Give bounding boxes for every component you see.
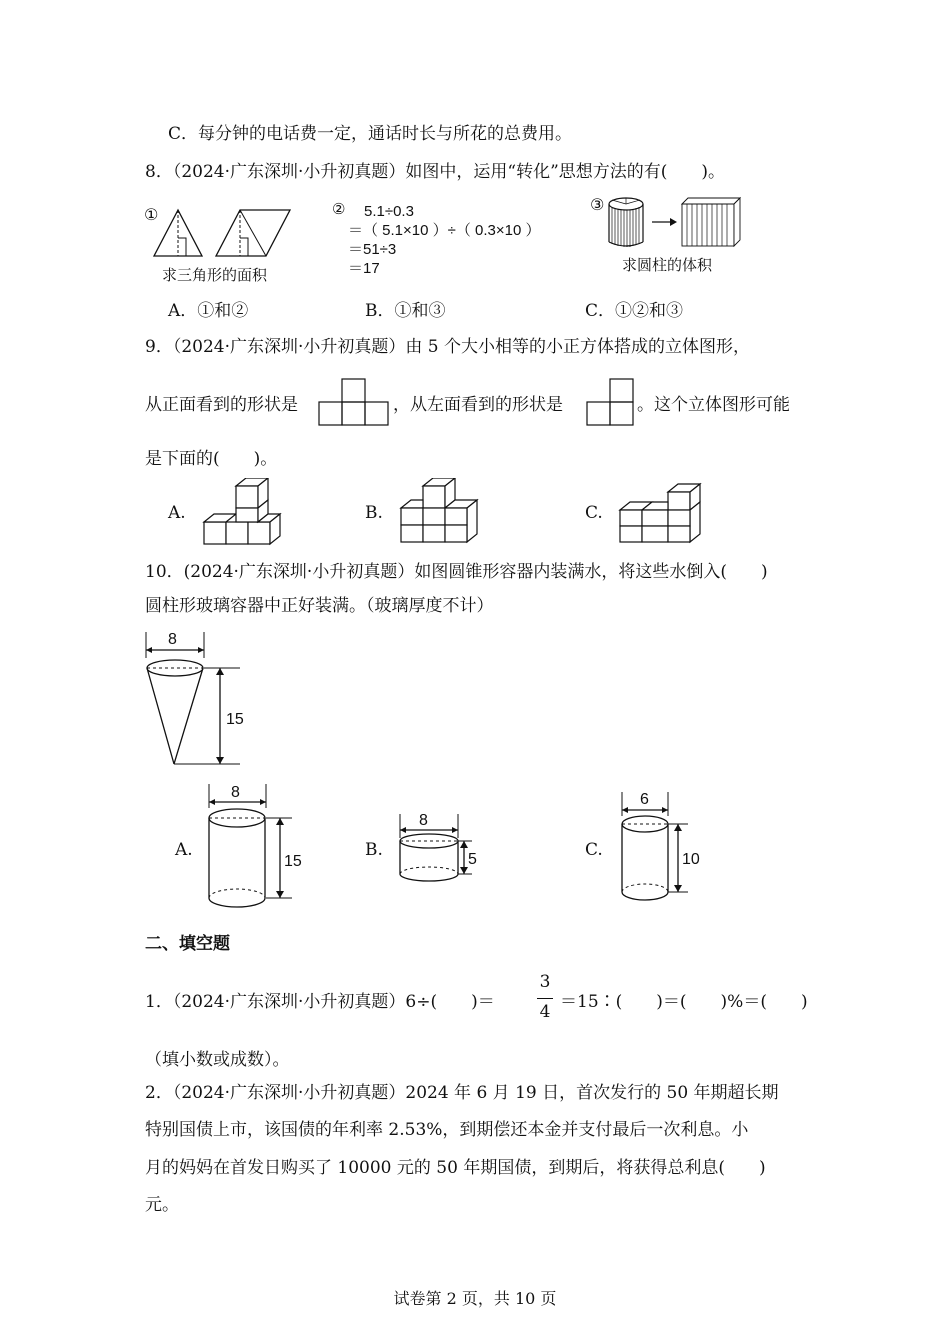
q9-stem-line-3: 是下面的( )。	[145, 449, 278, 469]
q8-fig2-line-3: ＝51÷3	[348, 241, 397, 258]
q8-stem: 8．（2024·广东深圳·小升初真题）如图中，运用“转化”思想方法的有( )。	[145, 162, 726, 182]
q8-figure-1	[140, 200, 300, 290]
fill2-line-4: 元。	[145, 1195, 179, 1215]
q8-option-c[interactable]: C．①②和③	[585, 301, 684, 321]
q10-stem-line-1: 10．(2024·广东深圳·小升初真题）如图圆锥形容器内装满水，将这些水倒入( )	[145, 562, 768, 582]
q8-fig2-line-4: ＝17	[348, 260, 380, 277]
fill1-numerator: 3	[539, 972, 551, 992]
q9-option-b-label[interactable]: B.	[365, 503, 383, 523]
fill1-suffix: ＝15∶( )＝( )%＝( )	[560, 992, 808, 1012]
q8-figure-3	[588, 192, 758, 282]
q8-fig3-num: ③	[590, 197, 605, 214]
q9-stem-front: 从正面看到的形状是	[145, 395, 298, 415]
q10-option-b-label[interactable]: B.	[365, 840, 383, 860]
q10-option-b-figure[interactable]	[392, 808, 492, 892]
fill2-line-2: 特别国债上市，该国债的年利率 2.53%，到期偿还本金并支付最后一次利息。小	[145, 1120, 749, 1140]
q10-option-a-height: 15	[284, 853, 302, 870]
q9-stem-tail: 。这个立体图形可能	[637, 395, 790, 415]
q10-option-a-figure[interactable]	[200, 778, 310, 916]
q10-stem-line-2: 圆柱形玻璃容器中正好装满。（玻璃厚度不计）	[145, 596, 494, 616]
q10-option-b-diameter: 8	[419, 812, 428, 829]
q9-option-c-label[interactable]: C.	[585, 503, 603, 523]
q10-option-c-diameter: 6	[640, 791, 649, 808]
fill1-note: （填小数或成数）。	[145, 1050, 290, 1070]
q8-fig2-num: ②	[332, 201, 346, 218]
section-title-fill-in: 二、填空题	[145, 934, 230, 954]
q9-option-a-figure[interactable]	[200, 478, 300, 546]
q8-fig1-num: ①	[144, 207, 159, 224]
q8-option-a[interactable]: A．①和②	[168, 301, 249, 321]
page-footer: 试卷第 2 页，共 10 页	[393, 1289, 557, 1308]
q9-option-c-figure[interactable]	[616, 480, 716, 546]
fill2-line-3: 月的妈妈在首发日购买了 10000 元的 50 年期国债，到期后，将获得总利息( )	[145, 1158, 766, 1178]
fill1-denominator: 4	[539, 1002, 551, 1022]
q10-option-a-diameter: 8	[231, 784, 240, 801]
q10-option-a-label[interactable]: A.	[175, 840, 193, 860]
fill2-line-1: 2．（2024·广东深圳·小升初真题）2024 年 6 月 19 日，首次发行的 50 年期超长期	[145, 1083, 779, 1103]
q10-cone-height: 15	[226, 711, 244, 728]
fill1-prefix: 1．（2024·广东深圳·小升初真题）6÷( )＝	[145, 992, 495, 1012]
q8-fig3-caption: 求圆柱的体积	[622, 257, 713, 274]
q8-fig1-caption: 求三角形的面积	[162, 267, 268, 284]
q9-stem-line-1: 9．（2024·广东深圳·小升初真题）由 5 个大小相等的小正方体搭成的立体图形，	[145, 337, 751, 357]
q10-cone-diameter: 8	[168, 631, 177, 648]
q9-stem-left: ，从左面看到的形状是	[393, 395, 563, 415]
q9-option-b-figure[interactable]	[395, 478, 495, 546]
q9-option-a-label[interactable]: A.	[168, 503, 186, 523]
q10-cone-figure	[140, 628, 260, 770]
q8-fig2-line-1: 5.1÷0.3	[364, 203, 414, 220]
q10-option-b-height: 5	[468, 851, 477, 868]
q9-left-view-figure	[585, 378, 637, 426]
q8-fig2-line-2: ＝（ 5.1×10 ）÷（ 0.3×10 ）	[348, 222, 541, 239]
fill1-fraction-bar	[537, 998, 553, 999]
q7-option-c: C．每分钟的电话费一定，通话时长与所花的总费用。	[168, 124, 573, 144]
q10-option-c-figure[interactable]	[612, 786, 712, 908]
q10-option-c-height: 10	[682, 851, 700, 868]
q9-front-view-figure	[317, 378, 391, 426]
q10-option-c-label[interactable]: C.	[585, 840, 603, 860]
q8-option-b[interactable]: B．①和③	[365, 301, 446, 321]
